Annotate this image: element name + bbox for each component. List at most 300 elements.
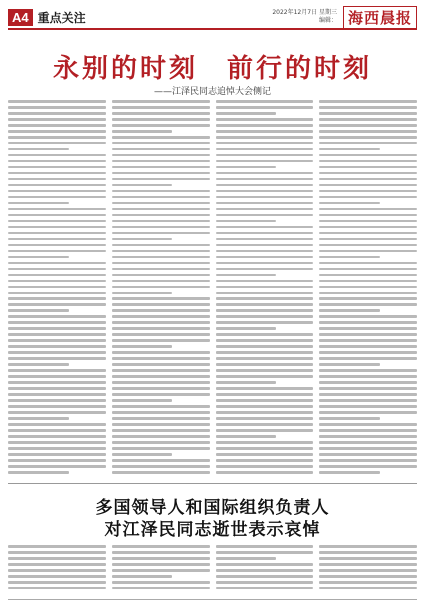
- text-line-placeholder: [8, 256, 69, 259]
- text-line-placeholder: [319, 166, 417, 169]
- text-line-placeholder: [112, 226, 210, 229]
- text-line-placeholder: [8, 196, 106, 199]
- text-line-placeholder: [8, 100, 106, 103]
- text-line-placeholder: [216, 375, 314, 378]
- text-line-placeholder: [8, 405, 106, 408]
- text-line-placeholder: [112, 459, 210, 462]
- text-line-placeholder: [216, 274, 277, 277]
- text-line-placeholder: [216, 303, 314, 306]
- text-line-placeholder: [216, 369, 314, 372]
- secondary-headline-line-1: 多国领导人和国际组织负责人: [95, 498, 330, 518]
- text-line-placeholder: [8, 441, 106, 444]
- text-line-placeholder: [8, 327, 106, 330]
- text-line-placeholder: [8, 363, 69, 366]
- text-line-placeholder: [8, 399, 106, 402]
- text-line-placeholder: [8, 381, 106, 384]
- text-line-placeholder: [112, 387, 210, 390]
- text-line-placeholder: [8, 208, 106, 211]
- article-divider: [8, 483, 417, 484]
- text-line-placeholder: [112, 250, 210, 253]
- text-line-placeholder: [112, 435, 210, 438]
- text-line-placeholder: [319, 256, 380, 259]
- text-line-placeholder: [8, 345, 106, 348]
- text-line-placeholder: [8, 551, 106, 554]
- text-line-placeholder: [216, 142, 314, 145]
- text-line-placeholder: [319, 130, 417, 133]
- text-line-placeholder: [8, 375, 106, 378]
- text-line-placeholder: [216, 363, 314, 366]
- text-line-placeholder: [112, 136, 210, 139]
- text-line-placeholder: [216, 387, 314, 390]
- text-line-placeholder: [112, 190, 210, 193]
- text-column: [8, 545, 106, 595]
- text-line-placeholder: [8, 563, 106, 566]
- text-line-placeholder: [216, 202, 314, 205]
- text-line-placeholder: [216, 130, 314, 133]
- text-line-placeholder: [319, 339, 417, 342]
- text-line-placeholder: [216, 250, 314, 253]
- text-line-placeholder: [216, 166, 277, 169]
- text-line-placeholder: [319, 587, 417, 590]
- text-line-placeholder: [8, 136, 106, 139]
- text-line-placeholder: [112, 148, 210, 151]
- text-column: [216, 545, 314, 595]
- text-line-placeholder: [319, 214, 417, 217]
- text-line-placeholder: [319, 286, 417, 289]
- text-column: [8, 100, 106, 480]
- text-line-placeholder: [216, 423, 314, 426]
- text-line-placeholder: [112, 551, 210, 554]
- text-line-placeholder: [8, 557, 106, 560]
- text-line-placeholder: [8, 148, 69, 151]
- text-line-placeholder: [112, 172, 210, 175]
- text-line-placeholder: [319, 244, 417, 247]
- text-line-placeholder: [216, 208, 314, 211]
- text-column: [112, 545, 210, 595]
- text-line-placeholder: [319, 309, 380, 312]
- text-line-placeholder: [112, 309, 210, 312]
- text-line-placeholder: [319, 465, 417, 468]
- text-line-placeholder: [112, 297, 210, 300]
- text-line-placeholder: [216, 118, 314, 121]
- text-line-placeholder: [216, 393, 314, 396]
- text-line-placeholder: [216, 280, 314, 283]
- text-line-placeholder: [112, 280, 210, 283]
- text-line-placeholder: [112, 184, 173, 187]
- text-column: [319, 100, 417, 480]
- text-line-placeholder: [112, 587, 210, 590]
- text-line-placeholder: [319, 333, 417, 336]
- text-line-placeholder: [319, 381, 417, 384]
- text-line-placeholder: [112, 112, 210, 115]
- text-line-placeholder: [216, 581, 314, 584]
- text-line-placeholder: [112, 453, 173, 456]
- text-line-placeholder: [112, 405, 210, 408]
- main-article-body: [8, 100, 417, 480]
- text-line-placeholder: [319, 262, 417, 265]
- text-line-placeholder: [112, 244, 210, 247]
- text-line-placeholder: [216, 345, 314, 348]
- text-line-placeholder: [319, 118, 417, 121]
- text-line-placeholder: [319, 563, 417, 566]
- text-line-placeholder: [216, 321, 314, 324]
- text-line-placeholder: [216, 136, 314, 139]
- text-line-placeholder: [112, 411, 210, 414]
- text-line-placeholder: [319, 274, 417, 277]
- text-line-placeholder: [319, 292, 417, 295]
- text-line-placeholder: [216, 112, 277, 115]
- text-line-placeholder: [319, 178, 417, 181]
- text-line-placeholder: [112, 118, 210, 121]
- text-line-placeholder: [8, 184, 106, 187]
- text-line-placeholder: [112, 381, 210, 384]
- text-line-placeholder: [8, 262, 106, 265]
- text-line-placeholder: [112, 339, 210, 342]
- text-line-placeholder: [216, 545, 314, 548]
- text-line-placeholder: [8, 351, 106, 354]
- text-line-placeholder: [216, 551, 314, 554]
- text-line-placeholder: [8, 387, 106, 390]
- text-line-placeholder: [216, 587, 314, 590]
- text-line-placeholder: [112, 569, 210, 572]
- text-line-placeholder: [112, 262, 210, 265]
- text-column: [112, 100, 210, 480]
- text-line-placeholder: [319, 154, 417, 157]
- text-line-placeholder: [8, 575, 106, 578]
- text-line-placeholder: [112, 286, 210, 289]
- text-line-placeholder: [8, 178, 106, 181]
- text-line-placeholder: [8, 112, 106, 115]
- text-line-placeholder: [319, 238, 417, 241]
- text-line-placeholder: [8, 357, 106, 360]
- text-line-placeholder: [8, 569, 106, 572]
- text-line-placeholder: [8, 202, 69, 205]
- text-line-placeholder: [319, 557, 417, 560]
- newspaper-logo: 海西晨报: [343, 6, 417, 29]
- text-line-placeholder: [216, 351, 314, 354]
- text-line-placeholder: [216, 190, 314, 193]
- text-line-placeholder: [319, 327, 417, 330]
- masthead: [8, 6, 417, 30]
- text-line-placeholder: [216, 124, 314, 127]
- text-line-placeholder: [319, 297, 417, 300]
- text-line-placeholder: [216, 309, 314, 312]
- text-line-placeholder: [319, 106, 417, 109]
- text-line-placeholder: [319, 280, 417, 283]
- text-line-placeholder: [8, 471, 69, 474]
- text-line-placeholder: [216, 333, 314, 336]
- text-line-placeholder: [319, 581, 417, 584]
- text-line-placeholder: [216, 381, 277, 384]
- text-line-placeholder: [319, 124, 417, 127]
- text-line-placeholder: [319, 220, 417, 223]
- text-line-placeholder: [8, 274, 106, 277]
- text-column: [216, 100, 314, 480]
- text-line-placeholder: [216, 160, 314, 163]
- text-line-placeholder: [319, 321, 417, 324]
- text-line-placeholder: [216, 268, 314, 271]
- text-line-placeholder: [112, 106, 210, 109]
- text-line-placeholder: [319, 250, 417, 253]
- text-line-placeholder: [112, 369, 210, 372]
- text-line-placeholder: [112, 357, 210, 360]
- text-line-placeholder: [112, 575, 173, 578]
- text-line-placeholder: [8, 435, 106, 438]
- text-line-placeholder: [319, 393, 417, 396]
- text-line-placeholder: [112, 124, 210, 127]
- text-line-placeholder: [8, 124, 106, 127]
- text-line-placeholder: [319, 357, 417, 360]
- text-line-placeholder: [216, 178, 314, 181]
- text-line-placeholder: [112, 208, 210, 211]
- text-line-placeholder: [319, 441, 417, 444]
- text-line-placeholder: [319, 417, 380, 420]
- text-line-placeholder: [319, 459, 417, 462]
- text-line-placeholder: [319, 387, 417, 390]
- text-line-placeholder: [8, 118, 106, 121]
- text-line-placeholder: [216, 184, 314, 187]
- text-line-placeholder: [216, 441, 314, 444]
- text-line-placeholder: [8, 130, 106, 133]
- text-line-placeholder: [8, 429, 106, 432]
- text-line-placeholder: [8, 106, 106, 109]
- text-line-placeholder: [216, 172, 314, 175]
- text-line-placeholder: [216, 417, 314, 420]
- text-line-placeholder: [112, 256, 210, 259]
- text-line-placeholder: [216, 238, 314, 241]
- text-line-placeholder: [112, 447, 210, 450]
- text-line-placeholder: [216, 262, 314, 265]
- main-subhead: ——江泽民同志追悼大会侧记: [153, 87, 271, 97]
- main-headline: 永别的时刻 前行的时刻: [52, 54, 372, 84]
- date-line: [272, 9, 343, 25]
- text-line-placeholder: [216, 214, 314, 217]
- text-line-placeholder: [112, 363, 210, 366]
- text-line-placeholder: [319, 429, 417, 432]
- text-line-placeholder: [8, 447, 106, 450]
- text-line-placeholder: [112, 160, 210, 163]
- text-line-placeholder: [216, 256, 314, 259]
- text-line-placeholder: [112, 563, 210, 566]
- text-line-placeholder: [319, 226, 417, 229]
- text-line-placeholder: [8, 309, 69, 312]
- text-line-placeholder: [8, 411, 106, 414]
- text-line-placeholder: [319, 190, 417, 193]
- text-line-placeholder: [216, 244, 314, 247]
- text-line-placeholder: [112, 238, 173, 241]
- text-line-placeholder: [216, 563, 314, 566]
- text-line-placeholder: [112, 220, 210, 223]
- text-line-placeholder: [216, 399, 314, 402]
- text-line-placeholder: [319, 471, 380, 474]
- text-line-placeholder: [319, 423, 417, 426]
- text-line-placeholder: [319, 184, 417, 187]
- text-line-placeholder: [319, 447, 417, 450]
- text-line-placeholder: [216, 471, 314, 474]
- secondary-headline-line-2: 对江泽民同志逝世表示哀悼: [104, 520, 321, 540]
- text-line-placeholder: [319, 112, 417, 115]
- text-line-placeholder: [216, 315, 314, 318]
- text-line-placeholder: [112, 274, 210, 277]
- text-line-placeholder: [216, 226, 314, 229]
- text-line-placeholder: [112, 196, 210, 199]
- text-line-placeholder: [8, 220, 106, 223]
- text-line-placeholder: [319, 172, 417, 175]
- text-line-placeholder: [319, 303, 417, 306]
- text-line-placeholder: [319, 351, 417, 354]
- text-line-placeholder: [319, 399, 417, 402]
- text-line-placeholder: [216, 575, 314, 578]
- text-line-placeholder: [319, 405, 417, 408]
- text-line-placeholder: [319, 148, 380, 151]
- text-line-placeholder: [319, 545, 417, 548]
- text-column: [319, 545, 417, 595]
- text-line-placeholder: [216, 459, 314, 462]
- text-line-placeholder: [112, 441, 210, 444]
- text-line-placeholder: [112, 351, 210, 354]
- text-line-placeholder: [216, 435, 277, 438]
- text-line-placeholder: [216, 405, 314, 408]
- text-line-placeholder: [8, 453, 106, 456]
- text-line-placeholder: [8, 303, 106, 306]
- text-line-placeholder: [8, 154, 106, 157]
- text-line-placeholder: [8, 232, 106, 235]
- text-line-placeholder: [8, 244, 106, 247]
- text-line-placeholder: [8, 587, 106, 590]
- text-line-placeholder: [216, 286, 314, 289]
- text-line-placeholder: [8, 226, 106, 229]
- text-line-placeholder: [319, 268, 417, 271]
- text-line-placeholder: [8, 292, 106, 295]
- text-line-placeholder: [216, 100, 314, 103]
- text-line-placeholder: [216, 327, 277, 330]
- text-line-placeholder: [319, 369, 417, 372]
- text-line-placeholder: [216, 557, 277, 560]
- text-line-placeholder: [112, 303, 210, 306]
- text-line-placeholder: [319, 136, 417, 139]
- text-line-placeholder: [8, 250, 106, 253]
- text-line-placeholder: [112, 399, 173, 402]
- text-line-placeholder: [216, 429, 314, 432]
- text-line-placeholder: [319, 375, 417, 378]
- text-line-placeholder: [112, 268, 210, 271]
- text-line-placeholder: [319, 100, 417, 103]
- text-line-placeholder: [112, 393, 210, 396]
- text-line-placeholder: [216, 453, 314, 456]
- text-line-placeholder: [319, 363, 380, 366]
- text-line-placeholder: [319, 196, 417, 199]
- text-line-placeholder: [216, 297, 314, 300]
- text-line-placeholder: [8, 321, 106, 324]
- text-line-placeholder: [8, 214, 106, 217]
- text-line-placeholder: [319, 315, 417, 318]
- text-line-placeholder: [319, 551, 417, 554]
- text-line-placeholder: [112, 100, 210, 103]
- text-line-placeholder: [112, 327, 210, 330]
- text-line-placeholder: [112, 154, 210, 157]
- text-line-placeholder: [112, 333, 210, 336]
- text-line-placeholder: [112, 232, 210, 235]
- text-line-placeholder: [112, 557, 210, 560]
- text-line-placeholder: [216, 447, 314, 450]
- text-line-placeholder: [319, 142, 417, 145]
- text-line-placeholder: [319, 232, 417, 235]
- text-line-placeholder: [319, 202, 380, 205]
- text-line-placeholder: [216, 148, 314, 151]
- text-line-placeholder: [8, 297, 106, 300]
- text-line-placeholder: [112, 345, 173, 348]
- text-line-placeholder: [216, 196, 314, 199]
- text-line-placeholder: [319, 435, 417, 438]
- text-line-placeholder: [319, 208, 417, 211]
- text-line-placeholder: [216, 292, 314, 295]
- text-line-placeholder: [8, 238, 106, 241]
- text-line-placeholder: [319, 575, 417, 578]
- text-line-placeholder: [216, 232, 314, 235]
- text-line-placeholder: [8, 459, 106, 462]
- text-line-placeholder: [112, 465, 210, 468]
- text-line-placeholder: [112, 417, 210, 420]
- text-line-placeholder: [112, 178, 210, 181]
- text-line-placeholder: [319, 411, 417, 414]
- text-line-placeholder: [8, 545, 106, 548]
- date-line-1: 2022年12月7日 星期三: [272, 9, 337, 16]
- text-line-placeholder: [319, 569, 417, 572]
- secondary-headline: [0, 497, 425, 541]
- text-line-placeholder: [216, 569, 314, 572]
- text-line-placeholder: [8, 339, 106, 342]
- date-line-2: 编辑：: [318, 17, 337, 24]
- text-line-placeholder: [112, 545, 210, 548]
- text-line-placeholder: [8, 423, 106, 426]
- text-line-placeholder: [8, 393, 106, 396]
- text-line-placeholder: [112, 142, 210, 145]
- text-line-placeholder: [319, 345, 417, 348]
- text-line-placeholder: [8, 417, 69, 420]
- text-line-placeholder: [8, 142, 106, 145]
- text-line-placeholder: [8, 465, 106, 468]
- text-line-placeholder: [112, 375, 210, 378]
- text-line-placeholder: [8, 333, 106, 336]
- text-line-placeholder: [216, 339, 314, 342]
- text-line-placeholder: [112, 581, 210, 584]
- text-line-placeholder: [112, 166, 210, 169]
- text-line-placeholder: [112, 315, 210, 318]
- text-line-placeholder: [8, 166, 106, 169]
- text-line-placeholder: [216, 106, 314, 109]
- text-line-placeholder: [112, 214, 210, 217]
- text-line-placeholder: [112, 471, 210, 474]
- text-line-placeholder: [8, 315, 106, 318]
- text-line-placeholder: [8, 268, 106, 271]
- text-line-placeholder: [216, 154, 314, 157]
- text-line-placeholder: [112, 202, 210, 205]
- secondary-article-body: [8, 545, 417, 595]
- text-line-placeholder: [8, 280, 106, 283]
- text-line-placeholder: [319, 453, 417, 456]
- text-line-placeholder: [216, 411, 314, 414]
- text-line-placeholder: [8, 369, 106, 372]
- page-number: A4: [8, 9, 33, 26]
- text-line-placeholder: [8, 581, 106, 584]
- text-line-placeholder: [216, 465, 314, 468]
- page-footer: [8, 599, 417, 606]
- text-line-placeholder: [112, 321, 210, 324]
- text-line-placeholder: [319, 160, 417, 163]
- text-line-placeholder: [112, 423, 210, 426]
- section-title: 重点关注: [37, 10, 86, 25]
- text-line-placeholder: [112, 292, 173, 295]
